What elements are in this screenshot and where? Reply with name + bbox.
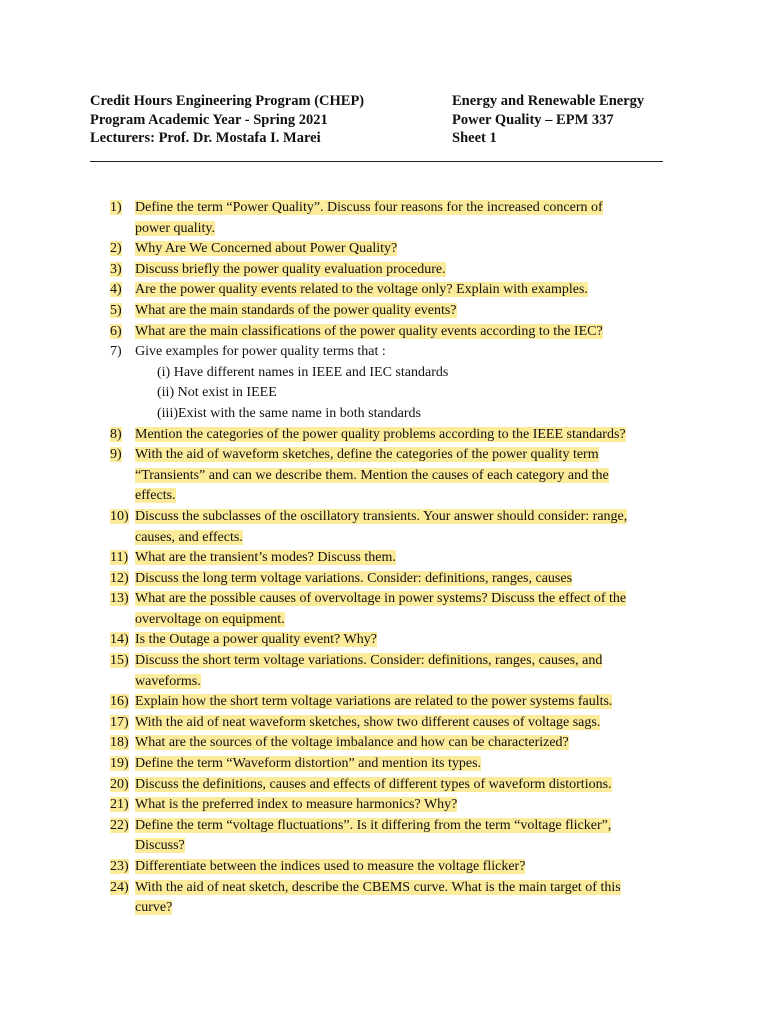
question-list [110,198,680,919]
question-line [110,898,680,919]
question-line [110,466,680,487]
question-line [110,857,680,878]
question-text: Discuss the definitions, causes and effects of different types of waveform distortions. [135,776,612,792]
question-line [110,342,680,363]
question-text: With the aid of neat waveform sketches, show two different causes of voltage sags. [135,714,601,730]
question-text: Why Are We Concerned about Power Quality? [135,241,398,257]
question-line [110,280,680,301]
question-number: 7) [110,344,122,360]
question-number: 13) [110,591,129,607]
question-text: curve? [135,900,173,916]
question-text: power quality. [135,220,215,236]
question-line [110,548,680,569]
question-line [110,630,680,651]
question-text: Give examples for power quality terms that : [135,344,386,360]
question-text: What is the preferred index to measure harmonics? Why? [135,797,458,813]
question-number: 24) [110,879,129,895]
question-line [110,672,680,693]
question-text: With the aid of waveform sketches, define the categories of the power quality term [135,447,599,463]
question-text: effects. [135,488,176,504]
question-number: 11) [110,550,129,566]
question-line [110,733,680,754]
question-line [110,610,680,631]
question-text: Define the term “Power Quality”. Discuss four reasons for the increased concern of [135,200,603,215]
header-divider [90,161,663,162]
question-number: 22) [110,817,129,833]
question-line [110,239,680,260]
question-number: 21) [110,797,129,813]
question-text: Are the power quality events related to the voltage only? Explain with examples. [135,282,588,298]
question-line [110,754,680,775]
question-text: What are the sources of the voltage imbalance and how can be characterized? [135,735,569,751]
question-text: Discuss the subclasses of the oscillatory transients. Your answer should consider: range, [135,508,628,524]
question-line [110,713,680,734]
header-row-1 [90,92,665,111]
question-text: Is the Outage a power quality event? Why? [135,632,377,648]
question-text: overvoltage on equipment. [135,611,285,627]
question-number: 18) [110,735,129,751]
question-number: 19) [110,756,129,772]
question-text: Explain how the short term voltage variations are related to the power systems faults. [135,694,613,710]
question-text: What are the main standards of the power quality events? [135,302,457,318]
sheet-number: Sheet 1 [452,130,497,146]
question-line [110,260,680,281]
question-subitem: (ii) Not exist in IEEE [157,385,277,401]
question-number: 9) [110,447,122,463]
question-line [110,569,680,590]
question-number: 3) [110,261,122,277]
question-number: 16) [110,694,129,710]
question-text: Define the term “voltage fluctuations”. Is it differing from the term “voltage flicker”, [135,817,612,833]
question-line [110,795,680,816]
question-text: Mention the categories of the power quality problems according to the IEEE standards? [135,426,626,442]
lecturers: Lecturers: Prof. Dr. Mostafa I. Marei [90,130,321,146]
course-title: Power Quality – EPM 337 [452,111,614,128]
question-line [110,301,680,322]
question-number: 8) [110,426,122,442]
question-line [110,322,680,343]
question-number: 5) [110,302,122,318]
question-line [110,692,680,713]
question-text: What are the transient’s modes? Discuss them. [135,550,396,566]
question-line [110,836,680,857]
question-line [110,878,680,899]
sheet-header [90,92,665,148]
question-number: 6) [110,323,122,339]
question-number: 23) [110,859,129,874]
question-number: 2) [110,241,122,257]
header-row-3 [90,129,665,148]
question-text: Discuss briefly the power quality evaluation procedure. [135,261,446,277]
question-line [110,445,680,466]
question-number: 17) [110,714,129,730]
question-line [110,816,680,837]
question-text: What are the main classifications of the power quality events according to the IEC? [135,323,603,339]
question-text: Discuss the long term voltage variations. Consider: definitions, ranges, causes [135,570,573,586]
question-number: 1) [110,200,122,215]
question-line [110,219,680,240]
question-text: With the aid of neat sketch, describe the CBEMS curve. What is the main target of this [135,879,621,895]
question-text: Define the term “Waveform distortion” and mention its types. [135,756,482,772]
question-line [110,486,680,507]
question-line [110,198,680,219]
question-line [110,528,680,549]
question-text: causes, and effects. [135,529,243,545]
question-text: “Transients” and can we describe them. Mention the causes of each category and the [135,467,609,483]
question-number: 4) [110,282,122,298]
academic-year: Program Academic Year - Spring 2021 [90,111,328,128]
question-line [110,589,680,610]
question-line [110,651,680,672]
question-line [110,507,680,528]
question-text: What are the possible causes of overvoltage in power systems? Discuss the effect of the [135,591,627,607]
question-text: Discuss? [135,838,185,854]
header-row-2 [90,111,665,130]
question-text: Differentiate between the indices used to measure the voltage flicker? [135,859,526,874]
program-name: Credit Hours Engineering Program (CHEP) [90,93,365,109]
question-subitem: (iii)Exist with the same name in both standards [157,405,422,421]
question-number: 14) [110,632,129,648]
question-line [110,775,680,796]
department-name: Energy and Renewable Energy [452,93,645,109]
question-number: 15) [110,653,129,669]
question-line [110,425,680,446]
question-number: 12) [110,570,129,586]
question-number: 10) [110,508,129,524]
question-text: Discuss the short term voltage variations. Consider: definitions, ranges, causes, and [135,653,603,669]
question-subitem: (i) Have different names in IEEE and IEC standards [157,364,449,380]
question-text: waveforms. [135,673,201,689]
question-number: 20) [110,776,129,792]
